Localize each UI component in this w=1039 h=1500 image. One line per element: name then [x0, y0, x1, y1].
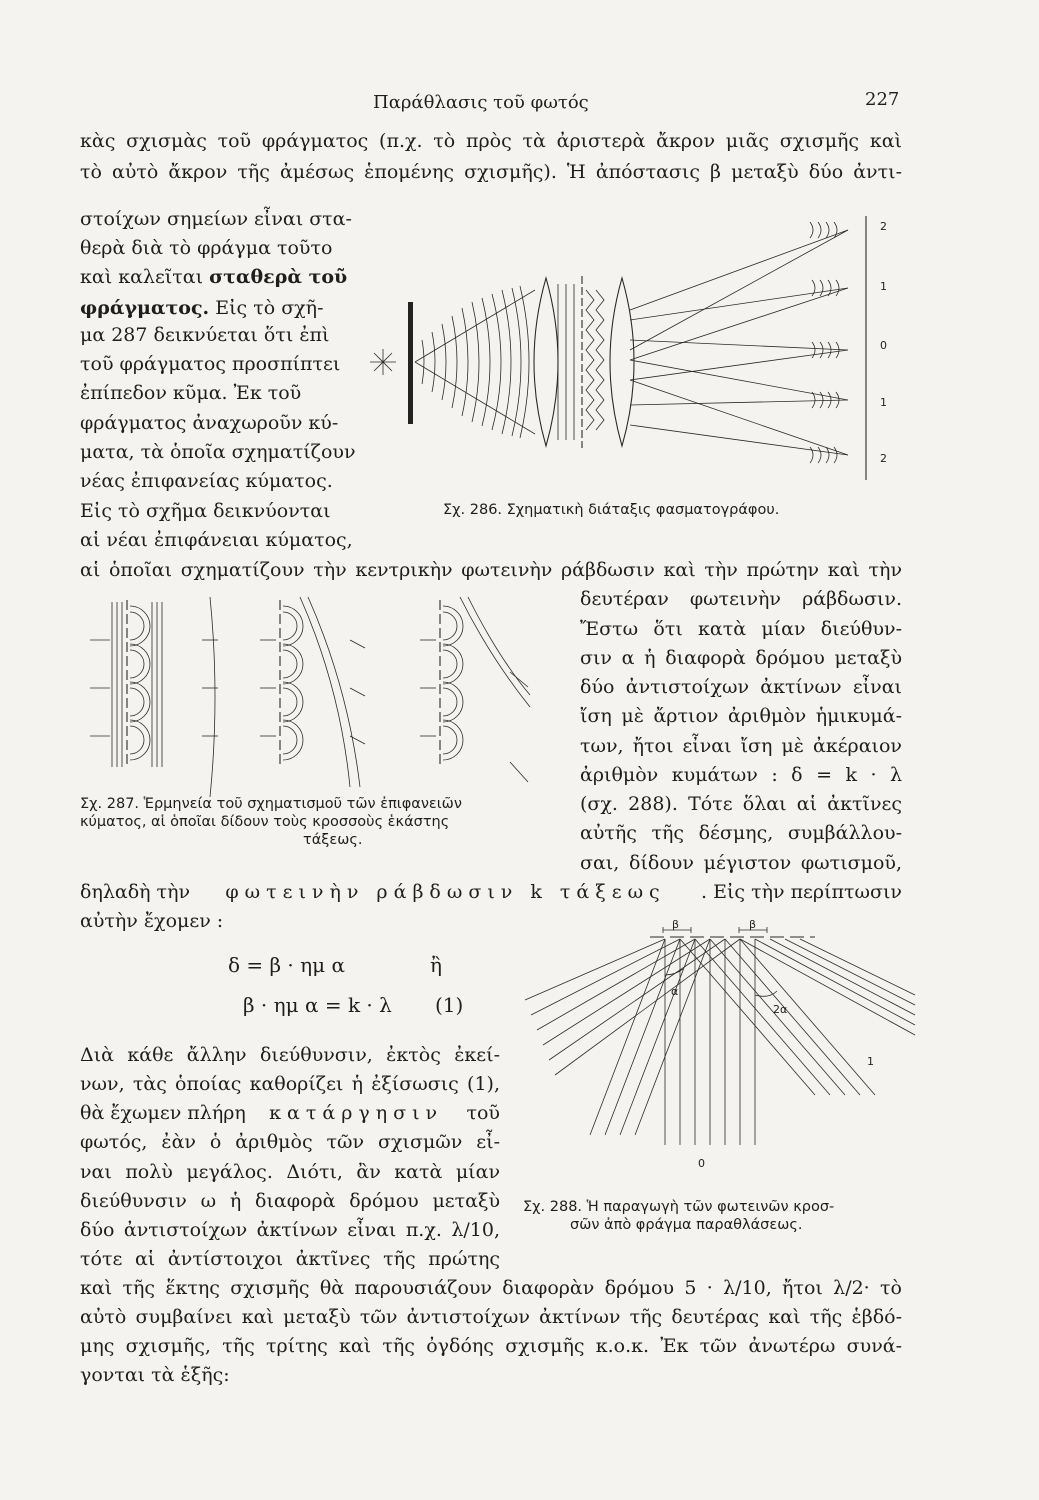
text-run: . Εἰς τὴν περίπτωσιν — [701, 881, 902, 903]
text-line: τότε αἱ ἀντίστοιχοι ἀκτῖνες τῆς πρώτης — [80, 1248, 500, 1270]
order-zero-label: 0 — [698, 1157, 705, 1170]
text-line: αὐτὴν ἔχομεν : — [80, 910, 224, 932]
panel-central — [90, 597, 218, 797]
page-number: 227 — [865, 89, 900, 110]
text-run: δηλαδὴ τὴν — [80, 881, 191, 903]
text-line: νέας ἐπιφανείας κύματος. — [80, 470, 333, 492]
order-one-label: 1 — [867, 1055, 874, 1068]
text-run: θὰ ἔχωμεν πλήρη — [80, 1102, 246, 1124]
slit — [408, 302, 413, 424]
text-line: κὰς σχισμὰς τοῦ φράγματος (π.χ. τὸ πρὸς τὰ ἀριστερὰ ἄκρον μιᾶς σχισμῆς καὶ — [80, 130, 902, 152]
text-line: αἱ νέαι ἐπιφάνειαι κύματος, — [80, 529, 353, 551]
beta-label: β — [672, 918, 680, 931]
caption-line: Σχ. 287. Ἑρμηνεία τοῦ σχηματισμοῦ τῶν ἐπιφανειῶν — [80, 796, 462, 812]
text-line: καὶ τῆς ἕκτης σχισμῆς θὰ παρουσιάζουν διαφορὰν δρόμου 5 · λ/10, ἤτοι λ/2· τὸ — [80, 1277, 902, 1299]
term-spaced: φωτεινὴν ράβδωσιν k τάξεως — [225, 881, 666, 903]
order-label: 2 — [880, 452, 887, 465]
text-line: δύο ἀντιστοίχων ἀκτίνων εἶναι π.χ. λ/10, — [80, 1219, 500, 1241]
text-line: Ἔστω ὅτι κατὰ μίαν διεύθυν- — [580, 618, 902, 640]
text-line: ματα, τὰ ὁποῖα σχηματίζουν — [80, 441, 356, 463]
text-run: Εἰς τὸ σχῆ- — [209, 297, 324, 319]
text-line: σαι, δίδουν μέγιστον φωτισμοῦ, — [580, 852, 902, 874]
text-run: τοῦ — [466, 1102, 500, 1124]
caption-line: κύματος, αἱ ὁποῖαι δίδουν τοὺς κροσσοὺς ἑκάστης — [80, 814, 450, 830]
caption-line: σῶν ἀπὸ φράγμα παραθλάσεως. — [570, 1217, 803, 1233]
text-line: φράγματος ἀναχωροῦν κύ- — [80, 412, 339, 434]
text-line: ἐπίπεδον κῦμα. Ἐκ τοῦ — [80, 382, 302, 404]
text-line: ἀριθμὸν κυμάτων : δ = k · λ — [580, 764, 902, 786]
equation-number: (1) — [435, 993, 464, 1017]
text-line: μης σχισμῆς, τῆς τρίτης καὶ τῆς ὀγδόης σχισμῆς κ.ο.κ. Ἐκ τῶν ἀνωτέρω συνά- — [80, 1335, 902, 1357]
order-label: 1 — [880, 396, 887, 409]
text-line — [80, 877, 902, 908]
grating — [582, 276, 604, 448]
text-line: αὐτὸ συμβαίνει καὶ μεταξὺ τῶν ἀντιστοίχων ἀκτίνων τῆς δευτέρας καὶ τῆς ἑβδό- — [80, 1306, 902, 1328]
text-line: μα 287 δεικνύεται ὅτι ἐπὶ — [80, 324, 330, 346]
text-line: Διὰ κάθε ἄλλην διεύθυνσιν, ἐκτὸς ἐκεί- — [80, 1044, 500, 1066]
figure-286-spectrograph — [360, 210, 900, 490]
two-alpha-label: 2α — [773, 1003, 788, 1016]
text-line: δύο ἀντιστοίχων ἀκτίνων εἶναι — [580, 676, 902, 698]
text-line: γονται τὰ ἑξῆς: — [80, 1364, 230, 1386]
equation: β · ημ α = k · λ — [243, 993, 392, 1017]
alpha-label: α — [671, 985, 679, 998]
order-label: 0 — [880, 339, 887, 352]
running-header: Παράθλασις τοῦ φωτός — [373, 92, 589, 113]
order-label: 1 — [880, 280, 887, 293]
text-line: ἴση μὲ ἄρτιον ἀριθμὸν ἡμικυμά- — [580, 705, 902, 727]
caption-line: τάξεως. — [303, 832, 363, 848]
light-source-icon — [370, 349, 396, 375]
order-label: 2 — [880, 220, 887, 233]
text-line: νων, τὰς ὁποίας καθορίζει ἡ ἐξίσωσις (1), — [80, 1073, 500, 1095]
figure-287-wavefronts — [90, 592, 530, 792]
term-bold: φράγματος. — [80, 297, 210, 319]
rays-center — [665, 939, 755, 1145]
figure-287-caption — [80, 795, 560, 849]
text-line: σιν α ἡ διαφορὰ δρόμου μεταξὺ — [580, 647, 902, 669]
text-line: αἱ ὁποῖαι σχηματίζουν τὴν κεντρικὴν φωτεινὴν ράβδωσιν καὶ τὴν πρώτην καὶ τὴν — [80, 559, 902, 581]
beta-label: β — [749, 918, 757, 931]
equation: δ = β · ημ α — [228, 953, 345, 977]
text-line — [80, 262, 347, 293]
text-line: τοῦ φράγματος προσπίπτει — [80, 353, 341, 375]
text-line: αὐτῆς τῆς δέσμης, συμβάλλου- — [580, 822, 902, 844]
collimator-lens — [534, 278, 558, 446]
text-line — [80, 1098, 500, 1129]
parallel-wavefronts — [558, 284, 574, 440]
panel-first-order — [260, 597, 365, 787]
figure-288-diffraction-grating — [515, 915, 935, 1195]
grating — [650, 918, 815, 937]
text-line: τὸ αὐτὸ ἄκρον τῆς ἀμέσως ἑπομένης σχισμῆς). Ἡ ἀπόστασις β μεταξὺ δύο ἀντι- — [80, 161, 902, 183]
text-line: Εἰς τὸ σχῆμα δεικνύονται — [80, 500, 331, 522]
text-run: καὶ καλεῖται — [80, 266, 210, 288]
term-bold: σταθερὰ τοῦ — [209, 266, 348, 288]
rays-left — [525, 939, 740, 1075]
text-line: στοίχων σημείων εἶναι στα- — [80, 208, 352, 230]
text-line: θερὰ διὰ τὸ φράγμα τοῦτο — [80, 237, 333, 259]
wavefronts — [422, 286, 529, 438]
diffracted-rays — [630, 222, 848, 463]
text-line: ναι πολὺ μεγάλος. Διότι, ἂν κατὰ μίαν — [80, 1161, 500, 1183]
figure-286-caption: Σχ. 286. Σχηματικὴ διάταξις φασματογράφου. — [443, 502, 780, 518]
caption-line: Σχ. 288. Ἡ παραγωγὴ τῶν φωτεινῶν κροσ- — [523, 1199, 835, 1215]
term-spaced: κατάργησιν — [269, 1102, 444, 1124]
camera-lens — [610, 278, 634, 446]
figure-288-caption — [523, 1198, 834, 1234]
text-line: φωτός, ἐὰν ὁ ἀριθμὸς τῶν σχισμῶν εἶ- — [80, 1131, 500, 1153]
panel-second-order — [420, 597, 530, 782]
text-line: διεύθυνσιν ω ἡ διαφορὰ δρόμου μεταξὺ — [80, 1190, 500, 1212]
text-line: των, ἤτοι εἶναι ἴση μὲ ἀκέραιον — [580, 735, 902, 757]
rays-slanted — [590, 939, 875, 1135]
text-line: δευτέραν φωτεινὴν ράβδωσιν. — [580, 588, 902, 610]
equation-connector: ἢ — [430, 953, 442, 977]
text-line: (σχ. 288). Τότε ὅλαι αἱ ἀκτῖνες — [580, 793, 902, 815]
